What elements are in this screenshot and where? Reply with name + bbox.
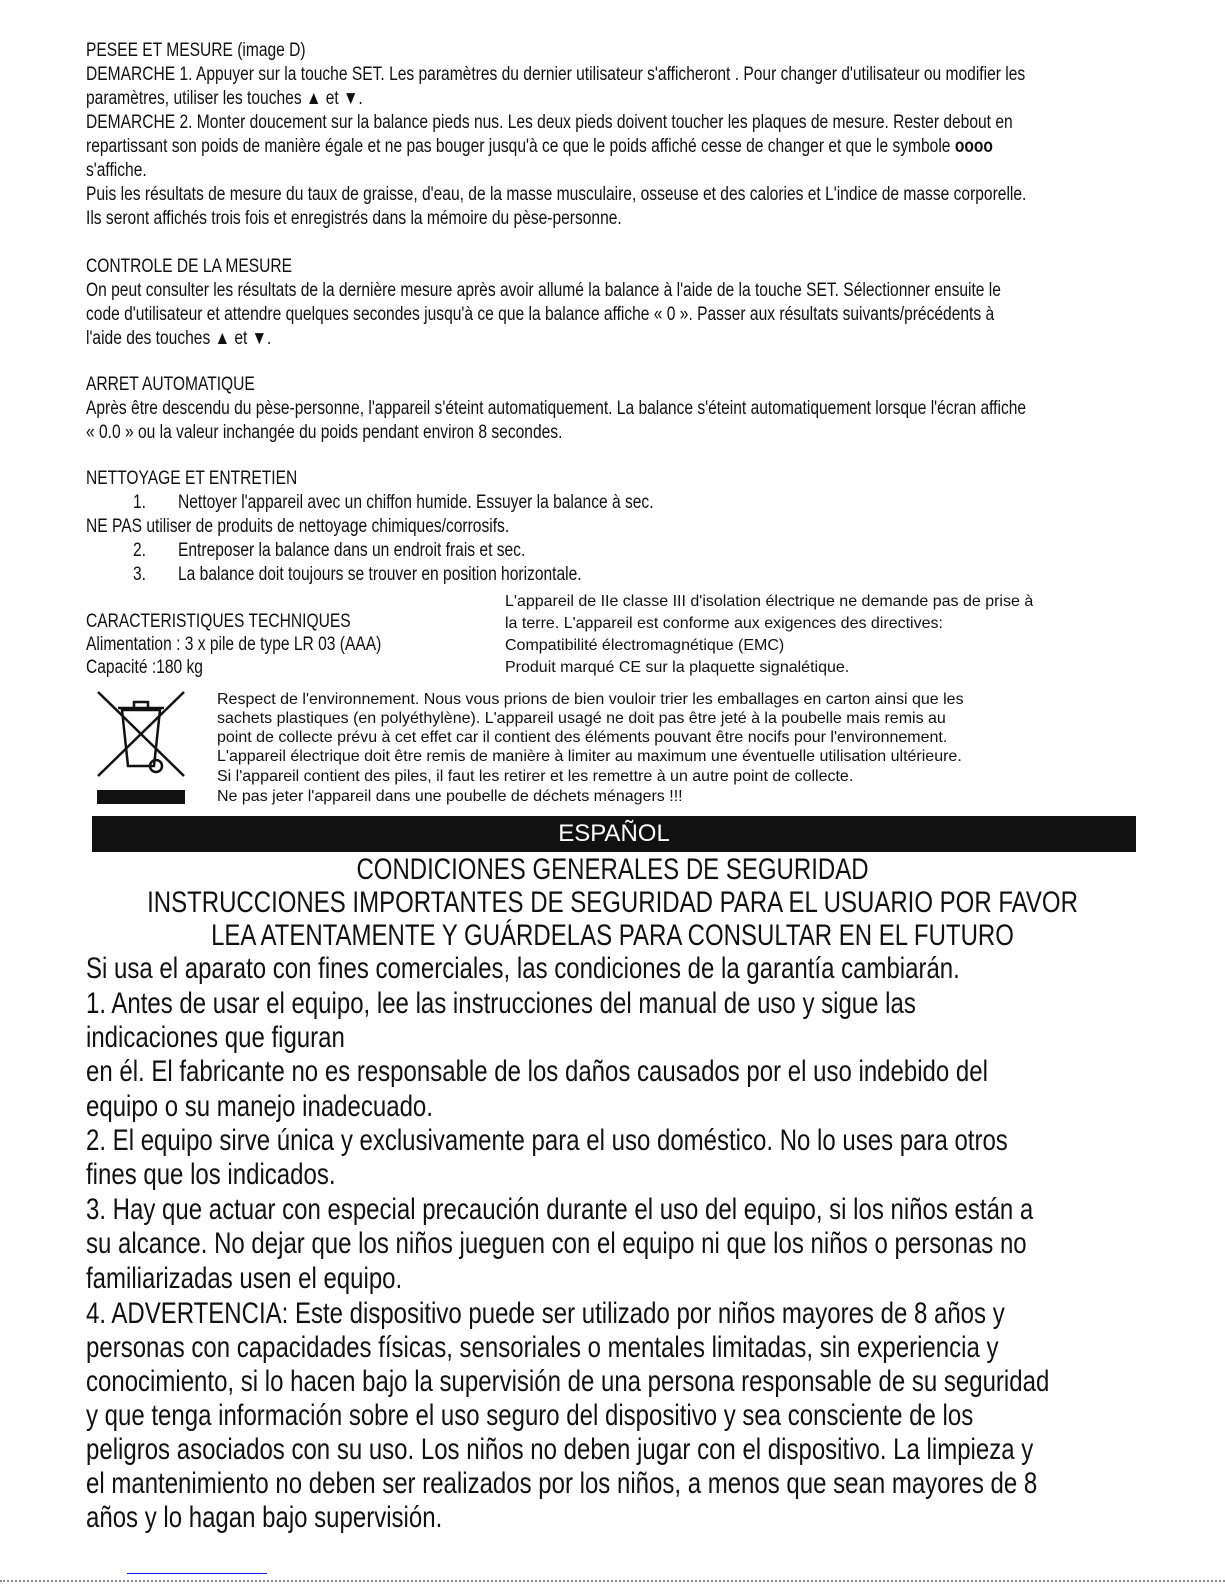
list-number: 3. [133,564,147,585]
paragraph-line: fines que los indicados. [86,1158,336,1191]
paragraph-line: su alcance. No dejar que los niños jueguen con el equipo ni que los niños o personas no [86,1227,1027,1260]
paragraph-line: paramètres, utiliser les touches ▲ et ▼. [86,88,363,109]
paragraph-line: equipo o su manejo inadecuado. [86,1090,433,1123]
paragraph-line: code d'utilisateur et attendre quelques secondes jusqu'à ce que la balance affiche « 0 ». Passer aux résultats suivants/précédents à [86,304,995,325]
env-line: Si l'appareil contient des piles, il faut les retirer et les remettre à un autre point de collecte. [217,768,854,785]
paragraph-line: On peut consulter les résultats de la dernière mesure après avoir allumé la balance à l'aide de la touche SET. Sélectionner ensuite le [86,280,1001,301]
classe-line: Compatibilité électromagnétique (EMC) [505,637,785,654]
classe-line: Produit marqué CE sur la plaquette signalétique. [505,659,850,676]
classe-line: la terre. L'appareil est conforme aux exigences des directives: [505,615,943,632]
paragraph-line: DEMARCHE 1. Appuyer sur la touche SET. Les paramètres du dernier utilisateur s'afficheront . Pour changer d'utilisateur ou modifier les [86,64,1026,85]
paragraph-line: Puis les résultats de mesure du taux de graisse, d'eau, de la masse musculaire, osseuse et des calories et L'indice de masse corporelle. [86,184,1027,205]
paragraph-line: 3. Hay que actuar con especial precaución durante el uso del equipo, si los niños están a [86,1193,1034,1226]
paragraph-line: « 0.0 » ou la valeur inchangée du poids pendant environ 8 secondes. [86,422,563,443]
section-title-pesee: PESEE ET MESURE (image D) [86,40,306,61]
paragraph-line: Si usa el aparato con fines comerciales, las condiciones de la garantía cambiarán. [86,952,960,985]
paragraph-line: Ils seront affichés trois fois et enregistrés dans la mémoire du pèse-personne. [86,208,622,229]
section-title-tech: CARACTERISTIQUES TECHNIQUES [86,611,351,632]
section-title-nettoyage: NETTOYAGE ET ENTRETIEN [86,468,298,489]
paragraph-line [86,136,993,158]
spec-line: Capacité :180 kg [86,657,203,678]
paragraph-line: el mantenimiento no deben ser realizados por los niños, a menos que sean mayores de 8 [86,1467,1038,1500]
paragraph-line: 1. Antes de usar el equipo, lee las instrucciones del manual de uso y sigue las [86,987,916,1020]
env-line: Ne pas jeter l'appareil dans une poubelle de déchets ménagers !!! [217,788,683,805]
paragraph-line: en él. El fabricante no es responsable de los daños causados por el uso indebido del [86,1055,988,1088]
list-item: La balance doit toujours se trouver en position horizontale. [178,564,582,585]
section-title-arret: ARRET AUTOMATIQUE [86,374,255,395]
paragraph-line: indicaciones que figuran [86,1021,345,1054]
classe-line: L'appareil de IIe classe III d'isolation électrique ne demande pas de prise à [505,593,1034,610]
page-edge-divider [0,1580,1225,1582]
warning-line: NE PAS utiliser de produits de nettoyage chimiques/corrosifs. [86,516,510,537]
paragraph-text: repartissant son poids de manière égale et ne pas bouger jusqu'à ce que le poids affiché cesse de changer et que le symbole [86,136,951,157]
link-underline [127,1573,267,1574]
paragraph-line: Après être descendu du pèse-personne, l'appareil s'éteint automatiquement. La balance s'éteint automatiquement lorsque l'écran affiche [86,398,1027,419]
heading: INSTRUCCIONES IMPORTANTES DE SEGURIDAD PARA EL USUARIO POR FAVOR [147,886,1078,919]
paragraph-line: personas con capacidades físicas, sensoriales o mentales limitadas, sin experiencia y [86,1331,999,1364]
paragraph-line: conocimiento, si lo hacen bajo la supervisión de una persona responsable de su seguridad [86,1365,1050,1398]
spec-line: Alimentation : 3 x pile de type LR 03 (AAA) [86,634,382,655]
env-line: Respect de l'environnement. Nous vous prions de bien vouloir trier les emballages en carton ainsi que les [217,691,964,708]
symbol-oooo: oooo [954,136,993,157]
env-line: sachets plastiques (en polyéthylène). L'appareil usagé ne doit pas être jeté à la poubelle mais remis au [217,710,946,727]
list-number: 2. [133,540,147,561]
list-item: Nettoyer l'appareil avec un chiffon humide. Essuyer la balance à sec. [178,492,654,513]
list-number: 1. [133,492,147,513]
paragraph-line: s'affiche. [86,160,147,181]
env-line: L'appareil électrique doit être remis de manière à limiter au maximum une éventuelle utilisation ultérieure. [217,748,962,765]
language-banner: ESPAÑOL [92,816,1136,852]
heading: CONDICIONES GENERALES DE SEGURIDAD [356,853,869,886]
env-line: point de collecte prévu à cet effet car il contient des éléments pouvant être nocifs pour l'environnement. [217,729,948,746]
paragraph-line: 2. El equipo sirve única y exclusivamente para el uso doméstico. No lo uses para otros [86,1124,1008,1157]
paragraph-line: y que tenga información sobre el uso seguro del dispositivo y sea consciente de los [86,1399,974,1432]
paragraph-line: años y lo hagan bajo supervisión. [86,1501,443,1534]
paragraph-line: DEMARCHE 2. Monter doucement sur la balance pieds nus. Les deux pieds doivent toucher les plaques de mesure. Rester debout en [86,112,1013,133]
paragraph-line: 4. ADVERTENCIA: Este dispositivo puede ser utilizado por niños mayores de 8 años y [86,1297,1005,1330]
heading: LEA ATENTAMENTE Y GUÁRDELAS PARA CONSULTAR EN EL FUTURO [211,919,1014,952]
weee-crossed-bin-icon [94,688,188,804]
paragraph-line: l'aide des touches ▲ et ▼. [86,328,272,349]
paragraph-line: familiarizadas usen el equipo. [86,1262,403,1295]
section-title-controle: CONTROLE DE LA MESURE [86,256,293,277]
paragraph-line: peligros asociados con su uso. Los niños no deben jugar con el dispositivo. La limpieza y [86,1433,1034,1466]
list-item: Entreposer la balance dans un endroit frais et sec. [178,540,526,561]
